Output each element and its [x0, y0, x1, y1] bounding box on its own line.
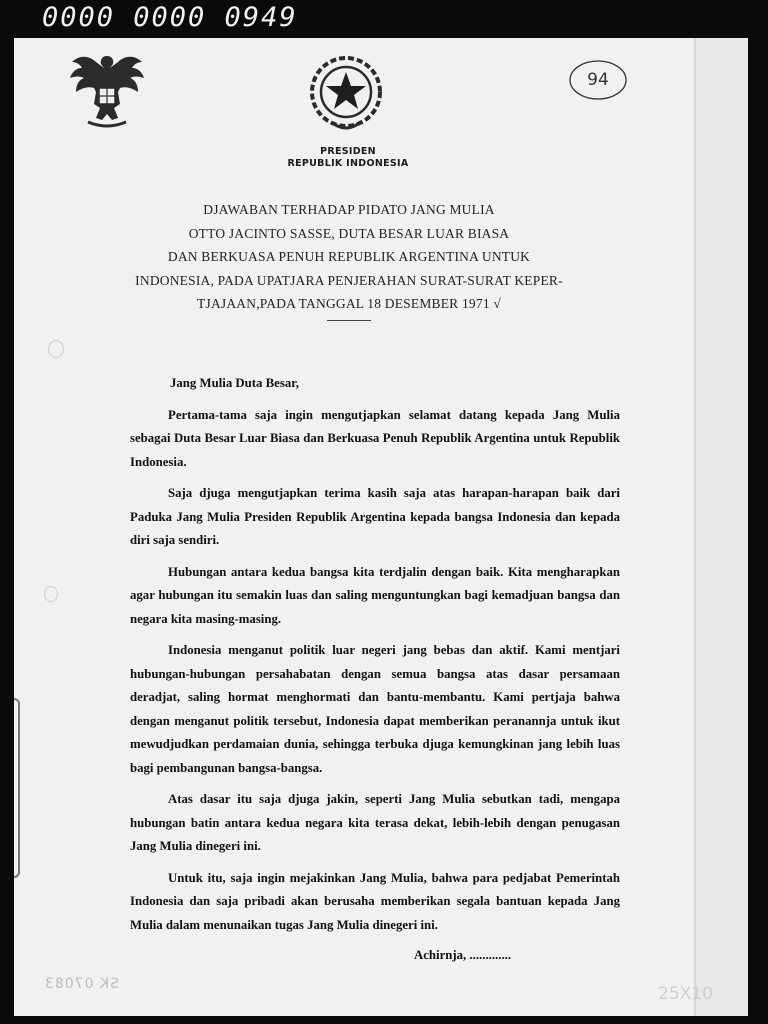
punch-hole-mark: [44, 586, 58, 602]
paragraph: Pertama-tama saja ingin mengutjapkan selamat datang kepada Jang Mulia sebagai Duta Besar Luar Biasa dan Berkuasa Penuh Republik Argentina untuk Republik Indonesia.: [130, 407, 620, 469]
letterhead-line-1: PRESIDEN: [320, 146, 376, 157]
page-margin-strip: [696, 38, 748, 1016]
presidential-seal-icon: [304, 52, 388, 136]
heading-line: INDONESIA, PADA UPATJARA PENJERAHAN SURAT-SURAT KEPER-: [135, 272, 563, 288]
paragraph: Untuk itu, saja ingin mejakinkan Jang Mulia, bahwa para pedjabat Pemerintah Indonesia dan saja pribadi akan berusaha memberikan segala bantuan kepada Jang Mulia dalam menunaikan tugas Jang Mulia dinegeri ini.: [130, 870, 620, 932]
garuda-emblem-icon: [66, 48, 148, 130]
archive-stamp: SK 07083: [44, 976, 120, 992]
salutation: Jang Mulia Duta Besar,: [170, 376, 299, 390]
heading-divider: [327, 320, 371, 321]
paragraph: Atas dasar itu saja djuga jakin, seperti Jang Mulia sebutkan tadi, mengapa hubungan batin antara kedua negara kita terasa dekat, lebih-lebih dengan penugasan Jang Mulia dinegeri ini.: [130, 792, 620, 853]
heading-line: DJAWABAN TERHADAP PIDATO JANG MULIA: [203, 202, 495, 217]
microfilm-id: 0000 0000 0949: [42, 2, 298, 33]
binding-tab: [14, 698, 20, 878]
heading-line: DAN BERKUASA PENUH REPUBLIK ARGENTINA UNTUK: [167, 249, 531, 264]
letter-body: [130, 372, 620, 945]
document-page: [14, 38, 748, 1016]
fiche-mark: 25X10: [658, 984, 713, 1004]
punch-hole-mark: [48, 340, 64, 358]
paragraph: Hubungan antara kedua bangsa kita terdjalin dengan baik. Kita mengharapkan agar hubungan itu semakin luas dan saling menguntungkan bagi kemadjuan bangsa dan negara kita masing-masing.: [130, 564, 620, 626]
letterhead-line-2: REPUBLIK INDONESIA: [287, 158, 409, 169]
heading-line: OTTO JACINTO SASSE, DUTA BESAR LUAR BIASA: [188, 225, 510, 241]
paragraph: Saja djuga mengutjapkan terima kasih saja atas harapan-harapan baik dari Paduka Jang Mulia Presiden Republik Argentina kepada bangsa Indonesia dan kepada diri saja sendiri.: [130, 486, 620, 547]
paper-sheet: [14, 38, 696, 1016]
heading-line: TJAJAAN,PADA TANGGAL 18 DESEMBER 1971 √: [197, 296, 501, 311]
handwritten-page-number: 94: [568, 58, 628, 102]
letterhead: [248, 146, 448, 170]
closing-line: Achirnja, .............: [414, 948, 512, 962]
paragraph: Indonesia menganut politik luar negeri jang bebas dan aktif. Kami mentjari hubungan-hubungan persahabatan dengan semua bangsa atas dasar persamaan deradjat, saling hormat menghormati dan bantu-membantu. Kami pertjaja bahwa dengan menganut politik tersebut, Indonesia dapat memberikan peranannja untuk ikut mewudjudkan perdamaian dunia, sehingga terbuka djuga kemungkinan jang lebih luas bagi pembangunan bangsa-bangsa.: [130, 643, 620, 775]
document-heading: [114, 198, 584, 316]
